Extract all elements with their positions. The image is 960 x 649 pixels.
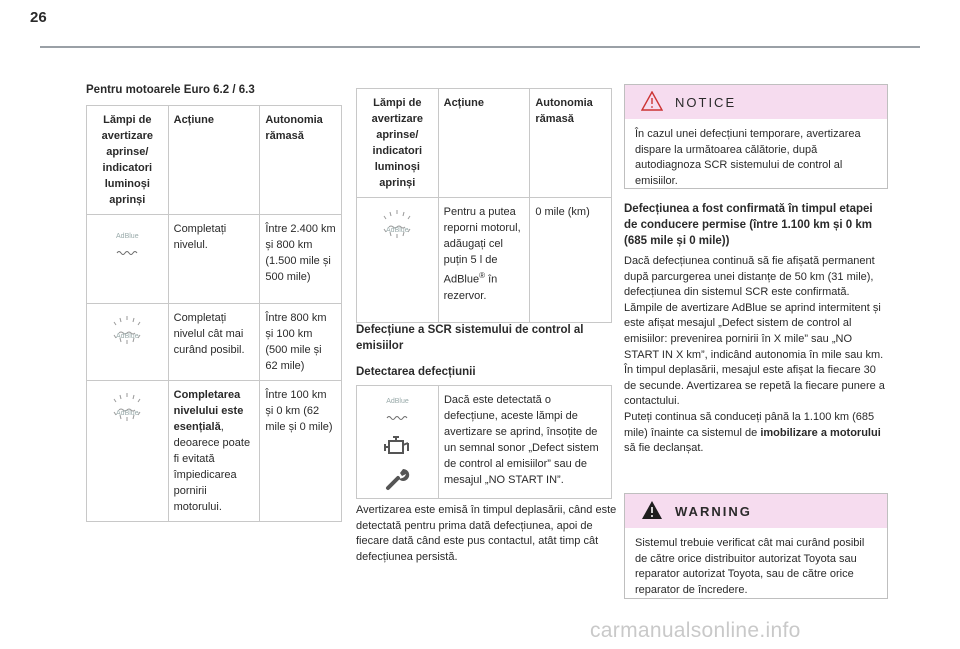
column-header-action: Acțiune <box>438 89 530 198</box>
action-cell: Completați nivelul cât mai curând posibil. <box>168 304 260 381</box>
detection-icons-cell <box>357 386 439 499</box>
action-cell <box>168 381 260 522</box>
warning-lamps-table-2 <box>356 88 612 323</box>
confirmed-paragraph-2: Lămpile de avertizare AdBlue se aprind intermitent și este afișat mesajul „Defect sistem de control al emisiilor: prevenirea pornirii în X mile” sau „NO START IN X km”, indicând autonomia în mile sau km. <box>624 301 884 361</box>
warning-triangle-icon <box>641 500 663 520</box>
notice-text: În cazul unei defecțiuni temporare, avertizarea dispare la următoarea călătorie, după autodiagnoza SCR sistemului de control al emisiilor. <box>635 128 861 187</box>
action-text-end: în rezervor. <box>443 273 498 302</box>
scr-section-title: Defecțiune a SCR sistemului de control al emisiilor <box>356 324 584 352</box>
watermark: carmanualsonline.info <box>590 619 801 642</box>
range-cell: Între 2.400 km și 800 km (1.500 mile și 500 mile) <box>260 215 342 304</box>
adblue-icon <box>362 394 433 426</box>
adblue-icon <box>87 215 169 304</box>
header-rule <box>40 46 920 48</box>
notice-title: NOTICE <box>675 95 737 110</box>
action-bold-text: Completarea nivelului este esențială <box>173 389 244 433</box>
p4-text-end: să fie declanșat. <box>624 442 704 455</box>
p4-text: Puteți continua să conduceți până la 1.100 km (685 mile) înainte ca sistemul de <box>624 410 875 439</box>
column-header-range: Autonomia rămasă <box>530 89 612 198</box>
adblue-flashing-icon <box>87 381 169 522</box>
column-header-action: Acțiune <box>168 106 260 215</box>
warning-title: WARNING <box>675 504 752 519</box>
action-cell <box>438 198 530 323</box>
notice-box <box>624 84 888 189</box>
adblue-label: AdBlue <box>386 227 409 234</box>
adblue-flashing-icon <box>87 304 169 381</box>
action-rest-text: , deoarece poate fi evitată împiedicarea pornirii motorului. <box>173 421 251 513</box>
p4-bold-text: imobilizare a motorului <box>760 426 881 439</box>
wrench-icon <box>384 466 410 492</box>
confirmed-fault-text <box>624 254 886 457</box>
confirmed-fault-title: Defecțiunea a fost confirmată în timpul etapei de conducere permise (între 1.100 km și 0 km (685 mile și 0 mile)) <box>624 203 873 247</box>
warning-box <box>624 493 888 599</box>
warning-header <box>625 494 887 528</box>
table-row <box>357 198 612 323</box>
table-row <box>87 215 342 304</box>
column-header-lamps: Lămpi de avertizare aprinse/ indicatori luminoși aprinși <box>87 106 169 215</box>
section-heading-euro: Pentru motoarele Euro 6.2 / 6.3 <box>86 84 255 96</box>
paragraph-warning-emitted: Avertizarea este emisă în timpul deplasării, când este detectată pentru prima dată defecțiunea, apoi de fiecare dată când este pus contactul, atât timp cât defecțiunea persistă. <box>356 504 617 563</box>
registered-mark: ® <box>479 271 486 280</box>
action-text: Pentru a putea reporni motorul, adăugați cel puțin 5 l de AdBlue <box>443 206 521 286</box>
column-header-range: Autonomia rămasă <box>260 106 342 215</box>
confirmed-paragraph-3: În timpul deplasării, mesajul este afișat la fiecare 30 de secunde. Avertizarea se repetă la fiecare punere a contactului. <box>624 364 885 408</box>
detection-subtitle: Detectarea defecțiunii <box>356 366 476 378</box>
table-row <box>87 381 342 522</box>
warning-lamps-table <box>86 105 342 522</box>
table-row <box>87 304 342 381</box>
confirmed-paragraph-4 <box>624 410 886 457</box>
page-number: 26 <box>30 9 47 26</box>
column-header-lamps: Lămpi de avertizare aprinse/ indicatori luminoși aprinși <box>357 89 439 198</box>
adblue-label: AdBlue <box>386 398 409 405</box>
adblue-label: AdBlue <box>116 333 139 340</box>
warning-text: Sistemul trebuie verificat cât mai curând posibil de către orice distribuitor autorizat Toyota sau reparator autorizat Toyota, sau de către orice reparator de încredere. <box>635 537 865 596</box>
engine-icon <box>383 434 411 458</box>
adblue-flashing-icon <box>357 198 439 323</box>
table-row <box>357 386 612 499</box>
range-cell: Între 800 km și 100 km (500 mile și 62 mile) <box>260 304 342 381</box>
action-cell: Completați nivelul. <box>168 215 260 304</box>
range-cell: Între 100 km și 0 km (62 mile și 0 mile) <box>260 381 342 522</box>
warning-triangle-icon <box>641 91 663 111</box>
confirmed-paragraph-1: Dacă defecțiunea continuă să fie afișată permanent după parcurgerea unei distanțe de 50 km (31 mile), defecțiunea din sistemul SCR este confirmată. <box>624 255 875 299</box>
notice-header <box>625 85 887 119</box>
range-cell: 0 mile (km) <box>530 198 612 323</box>
detection-table <box>356 385 612 499</box>
adblue-label: AdBlue <box>116 410 139 417</box>
adblue-label: AdBlue <box>116 233 139 240</box>
detection-text: Dacă este detectată o defecțiune, aceste lămpi de avertizare se aprind, însoțite de un semnal sonor „Defect sistem de control al emisiilor” sau de mesajul „NO START IN”. <box>438 386 611 499</box>
